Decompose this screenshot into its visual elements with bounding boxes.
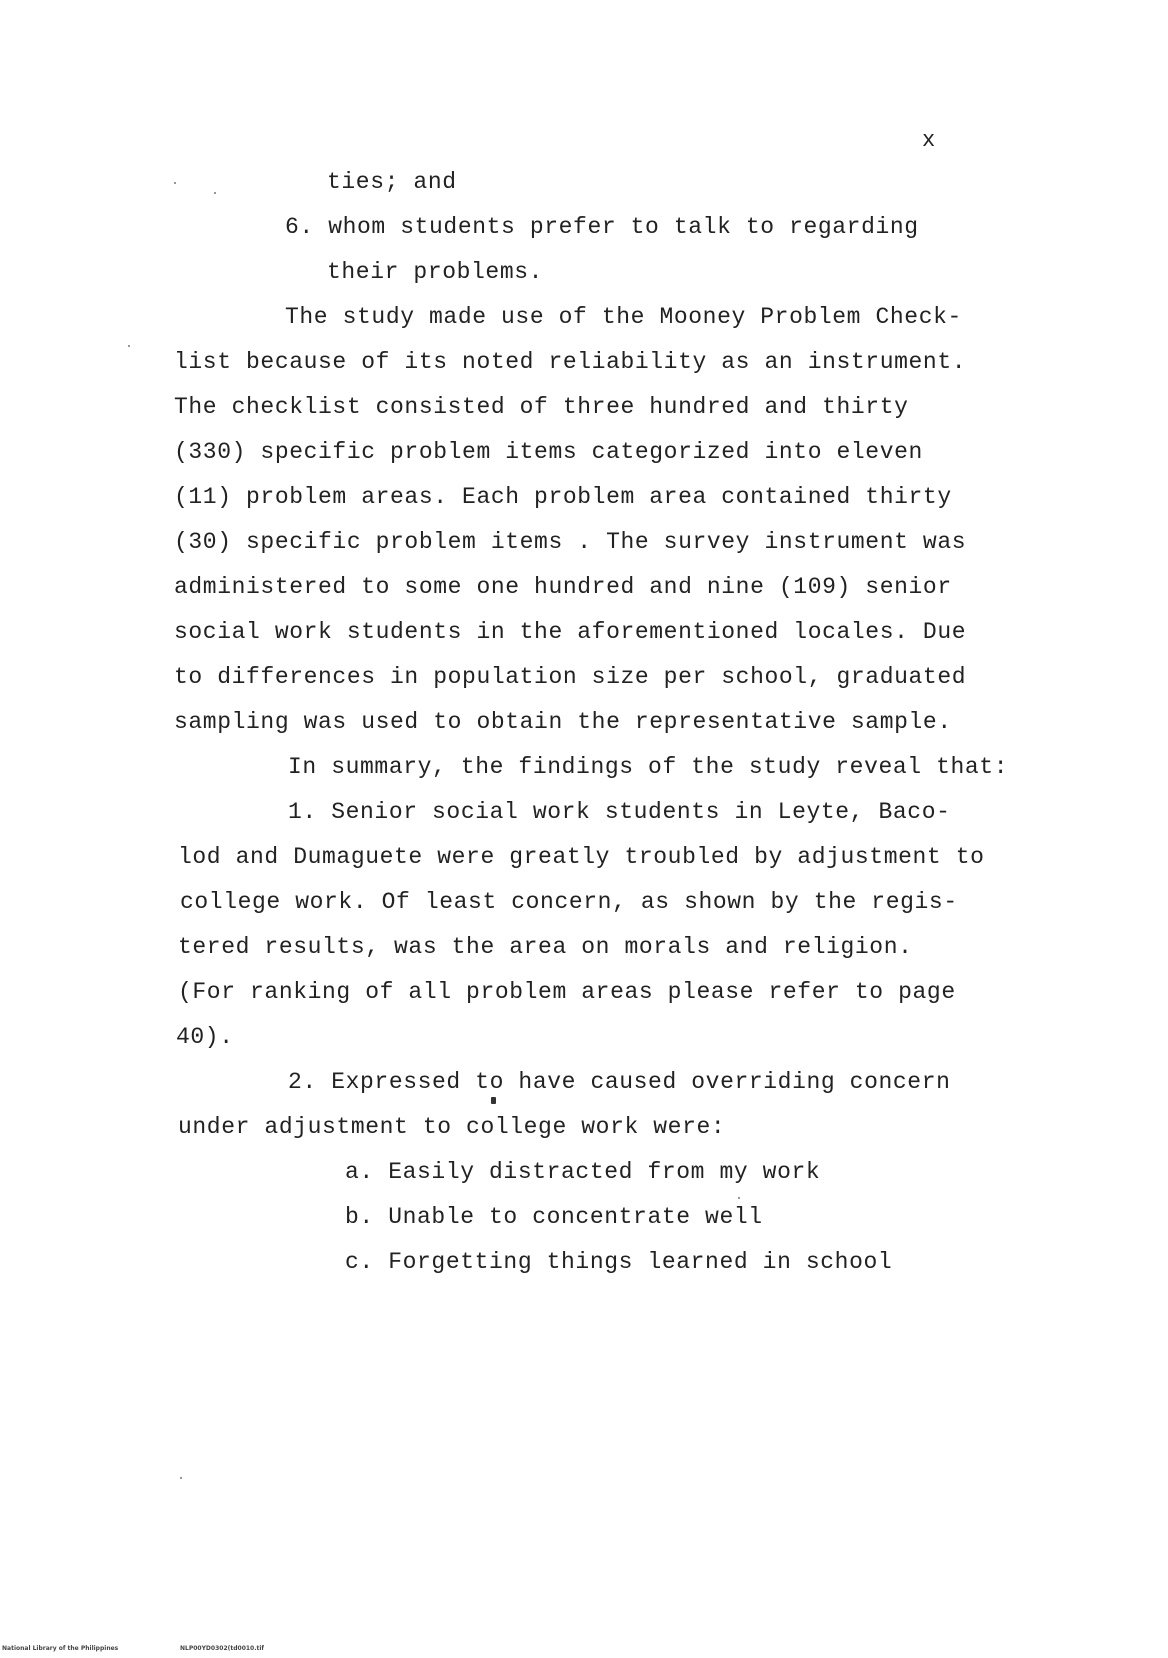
scan-speck — [128, 345, 130, 347]
footer-file-id: NLP00YD0302(td0010.tif — [180, 1645, 265, 1652]
paragraph-line: (330) specific problem items categorized into eleven — [174, 439, 923, 465]
sub-item-b: b. Unable to concentrate well — [345, 1204, 763, 1230]
scan-speck — [180, 1477, 182, 1479]
paragraph-line: social work students in the aforementioned locales. Due — [174, 619, 967, 645]
finding-1-line: 1. Senior social work students in Leyte, Baco- — [288, 799, 951, 825]
finding-1-line: college work. Of least concern, as shown by the regis- — [180, 889, 958, 915]
paragraph-line: In summary, the findings of the study reveal that: — [288, 754, 1009, 780]
page-number: x — [922, 128, 936, 153]
scan-speck — [214, 192, 216, 194]
text-line: ties; and — [327, 169, 457, 195]
footer-library-name: National Library of the Philippines — [2, 1645, 119, 1652]
paragraph-line: sampling was used to obtain the representative sample. — [174, 709, 952, 735]
text-line: their problems. — [327, 259, 544, 285]
finding-2-line: under adjustment to college work were: — [178, 1114, 726, 1140]
finding-1-line: 40). — [176, 1024, 234, 1050]
scan-speck — [491, 1097, 496, 1104]
paragraph-line: (11) problem areas. Each problem area contained thirty — [174, 484, 952, 510]
paragraph-line: The checklist consisted of three hundred and thirty — [174, 394, 909, 420]
paragraph-line: administered to some one hundred and nine (109) senior — [174, 574, 952, 600]
paragraph-line: (30) specific problem items . The survey instrument was — [174, 529, 967, 555]
paragraph-line: list because of its noted reliability as an instrument. — [174, 349, 967, 375]
sub-item-a: a. Easily distracted from my work — [345, 1159, 821, 1185]
sub-item-c: c. Forgetting things learned in school — [345, 1249, 893, 1275]
scan-speck — [738, 1197, 740, 1199]
scan-speck — [174, 182, 176, 184]
paragraph-line: to differences in population size per school, graduated — [174, 664, 967, 690]
finding-1-line: tered results, was the area on morals and religion. — [178, 934, 913, 960]
list-item-6: 6. whom students prefer to talk to regarding — [285, 214, 919, 240]
paragraph-line: The study made use of the Mooney Problem Check- — [285, 304, 962, 330]
finding-1-line: (For ranking of all problem areas please refer to page — [178, 979, 956, 1005]
finding-1-line: lod and Dumaguete were greatly troubled by adjustment to — [178, 844, 985, 870]
finding-2-line: 2. Expressed to have caused overriding concern — [288, 1069, 951, 1095]
